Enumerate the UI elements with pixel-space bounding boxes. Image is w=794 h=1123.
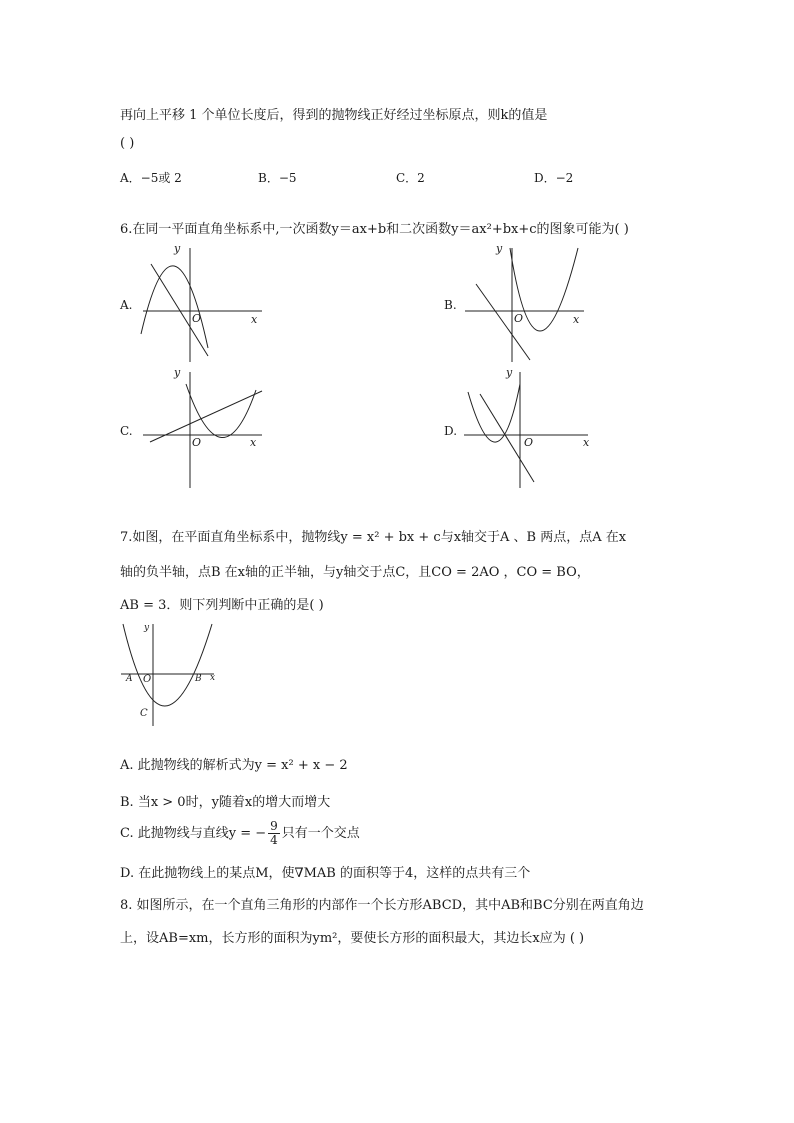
- y-axis-label: y: [174, 242, 181, 255]
- fraction-numerator: 9: [270, 819, 278, 833]
- q5-line1: 再向上平移 1 个单位长度后，得到的抛物线正好经过坐标原点，则k的值是: [120, 108, 548, 123]
- q7-line1: 7.如图，在平面直角坐标系中，抛物线y = x² + bx + c与x轴交于A 、B 两点，点A 在x: [120, 530, 627, 545]
- x-axis-label: x: [251, 313, 258, 326]
- q6-stem: 6.在同一平面直角坐标系中,一次函数y＝ax+b和二次函数y＝ax²+bx+c的图象可能为( ): [120, 222, 629, 237]
- q8-line2: 上，设AB=xm，长方形的面积为ym²，要使长方形的面积最大，其边长x应为 ( ): [120, 931, 585, 946]
- q6-label-a: A.: [120, 298, 133, 312]
- q8-line1: 8. 如图所示，在一个直角三角形的内部作一个长方形ABCD，其中AB和BC分别在两直角边: [120, 898, 644, 913]
- q5-option-a: A．−5或 2: [120, 171, 182, 185]
- q5-option-d: D．−2: [534, 171, 574, 185]
- line: [151, 264, 208, 356]
- q6-graph-b: [460, 238, 590, 364]
- origin-label: O: [143, 674, 152, 685]
- q7-option-b: B. 当x > 0时，y随着x的增大而增大: [120, 795, 331, 810]
- parabola: [123, 624, 212, 706]
- point-b-label: B: [195, 674, 202, 684]
- q6-label-c: C.: [120, 424, 133, 438]
- q7-line3: AB = 3．则下列判断中正确的是( ): [120, 598, 324, 613]
- q6-label-b: B.: [444, 298, 457, 312]
- fraction: [268, 820, 280, 847]
- q7-option-c-post: 只有一个交点: [281, 826, 360, 841]
- origin-label: O: [192, 312, 202, 325]
- q5-answer-paren: ( ): [120, 136, 135, 151]
- q7-option-a: A. 此抛物线的解析式为y = x² + x − 2: [120, 758, 348, 773]
- x-axis-label: x: [210, 673, 216, 683]
- origin-label: O: [514, 312, 524, 325]
- parabola: [468, 384, 520, 442]
- y-axis-label: y: [144, 623, 150, 633]
- fraction-denominator: 4: [270, 833, 278, 847]
- q6-graph-c: [138, 364, 268, 490]
- q5-option-c: C．2: [396, 171, 425, 185]
- y-axis-label: y: [496, 242, 503, 255]
- origin-label: O: [524, 436, 534, 449]
- q7-figure: [118, 618, 224, 730]
- x-axis-label: x: [573, 313, 580, 326]
- q7-option-c: [120, 820, 360, 847]
- x-axis-label: x: [250, 436, 257, 449]
- point-a-label: A: [126, 674, 133, 684]
- q6-graph-d: [460, 364, 594, 490]
- q6-label-d: D.: [444, 424, 458, 438]
- x-axis-label: x: [583, 436, 590, 449]
- parabola: [186, 384, 256, 438]
- q6-graph-a: [138, 238, 268, 364]
- parabola: [141, 266, 208, 348]
- point-c-label: C: [140, 708, 148, 719]
- y-axis-label: y: [506, 366, 513, 379]
- q7-option-d: D. 在此抛物线上的某点M，使∇MAB 的面积等于4，这样的点共有三个: [120, 866, 531, 881]
- y-axis-label: y: [174, 366, 181, 379]
- origin-label: O: [192, 436, 202, 449]
- q7-option-c-pre: C. 此抛物线与直线y = −: [120, 826, 267, 841]
- q5-option-b: B．−5: [258, 171, 297, 185]
- q7-line2: 轴的负半轴，点B 在x轴的正半轴，与y轴交于点C，且CO = 2AO ，CO = BO，: [120, 565, 590, 580]
